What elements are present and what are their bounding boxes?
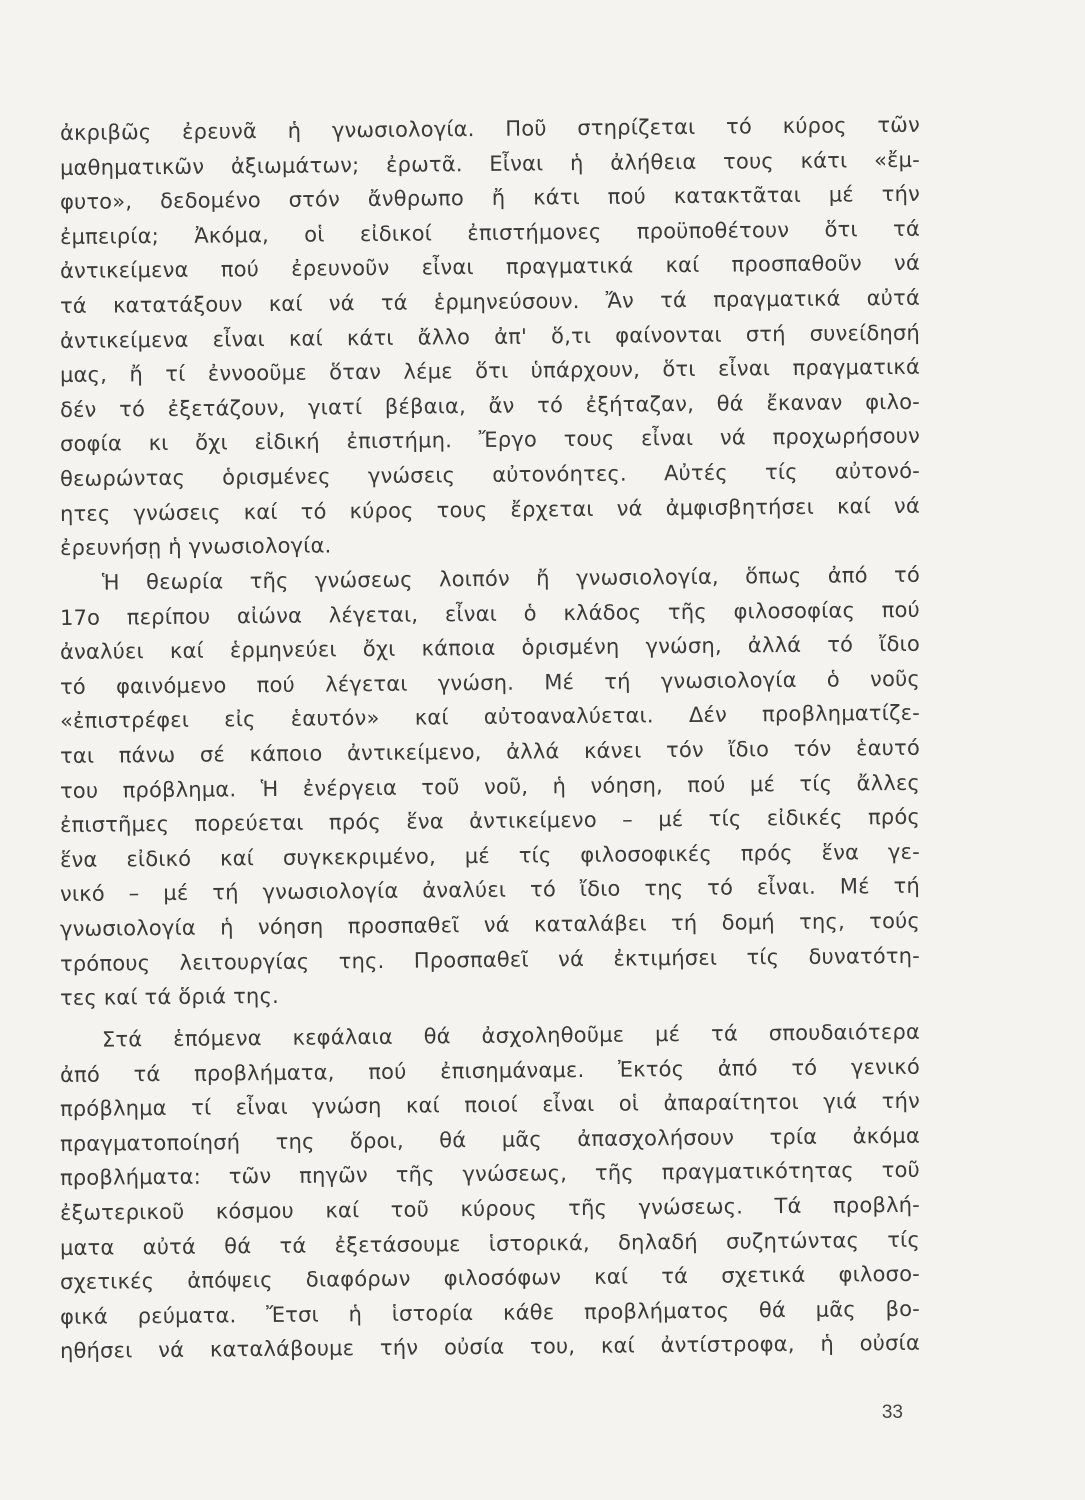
text-line: γνωσιολογία ἡ νόηση προσπαθεῖ νά καταλάβει τή δομή της, τούς — [59, 908, 921, 941]
text-line: φυτο», δεδομένο στόν ἄνθρωπο ἤ κάτι πού κατακτᾶται μέ τήν — [59, 181, 921, 215]
text-line: τρόπους λειτουργίας της. Προσπαθεῖ νά ἐκτιμήσει τίς δυνατότη- — [59, 943, 921, 976]
text-line: ἐμπειρία; Ἀκόμα, οἱ εἰδικοί ἐπιστήμονες προϋποθέτουν ὅτι τά — [59, 216, 921, 249]
text-line: ἀντικείμενα πού ἐρευνοῦν εἶναι πραγματικά καί προσπαθοῦν νά — [59, 251, 921, 284]
text-line: ἕνα εἰδικό καί συγκεκριμένο, μέ τίς φιλοσοφικές πρός ἕνα γε- — [59, 839, 921, 872]
text-line: φικά ρεύματα. Ἔτσι ἡ ἱστορία κάθε προβλήματος θά μᾶς βο- — [59, 1296, 921, 1329]
paragraph-2 — [59, 562, 921, 1016]
text-line: προβλήματα: τῶν πηγῶν τῆς γνώσεως, τῆς πραγματικότητας τοῦ — [59, 1158, 921, 1191]
text-line: ἀπό τά προβλήματα, πού ἐπισημάναμε. Ἐκτός ἀπό τό γενικό — [59, 1054, 921, 1087]
text-line: ἀντικείμενα εἶναι καί κάτι ἄλλο ἀπ' ὅ,τι φαίνονται στή συνείδησή — [59, 320, 921, 353]
text-line: θεωρώντας ὁρισμένες γνώσεις αὐτονόητες. Αὐτές τίς αὐτονό- — [59, 458, 921, 491]
text-line: τες καί τά ὅριά της. — [59, 984, 280, 1011]
text-line: «ἐπιστρέφει εἰς ἑαυτόν» καί αὐτοαναλύεται. Δέν προβληματίζε- — [59, 701, 921, 734]
text-line: σχετικές ἀπόψεις διαφόρων φιλοσόφων καί τά σχετικά φιλοσο- — [59, 1261, 921, 1295]
text-line: τό φαινόμενο πού λέγεται γνώση. Μέ τή γνωσιολογία ὁ νοῦς — [59, 666, 921, 699]
text-line: μαθηματικῶν ἀξιωμάτων; ἐρωτᾶ. Εἶναι ἡ ἀλήθεια τους κάτι «ἔμ- — [59, 147, 921, 180]
text-line: Στά ἑπόμενα κεφάλαια θά ἀσχοληθοῦμε μέ τά σπουδαιότερα — [101, 1019, 921, 1052]
text-line: τά κατατάξουν καί νά τά ἑρμηνεύσουν. Ἄν τά πραγματικά αὐτά — [59, 285, 921, 318]
text-line: ητες γνώσεις καί τό κύρος τους ἔρχεται νά ἀμφισβητήσει καί νά — [59, 493, 921, 526]
page-number: 33 — [881, 1402, 903, 1423]
text-line: ἐπιστῆμες πορεύεται πρός ἕνα ἀντικείμενο – μέ τίς εἰδικές πρός — [59, 804, 921, 838]
text-line: ἐξωτερικοῦ κόσμου καί τοῦ κύρους τῆς γνώσεως. Τά προβλή- — [59, 1192, 921, 1225]
text-line: πραγματοποίησή της ὅροι, θά μᾶς ἀπασχολήσουν τρία ἀκόμα — [59, 1123, 921, 1156]
text-line: ματα αὐτά θά τά ἐξετάσουμε ἱστορικά, δηλαδή συζητώντας τίς — [59, 1227, 921, 1260]
text-line: δέν τό ἐξετάζουν, γιατί βέβαια, ἄν τό ἐξήταζαν, θά ἔκαναν φιλο- — [59, 389, 921, 422]
text-line: μας, ἤ τί ἐννοοῦμε ὅταν λέμε ὅτι ὑπάρχουν, ὅτι εἶναι πραγματικά — [59, 354, 921, 388]
paragraph-1 — [59, 112, 921, 566]
text-line: πρόβλημα τί εἶναι γνώση καί ποιοί εἶναι οἱ ἀπαραίτητοι γιά τήν — [59, 1088, 921, 1122]
paragraph-3 — [59, 1019, 921, 1369]
text-line: ται πάνω σέ κάποιο ἀντικείμενο, ἀλλά κάνει τόν ἴδιο τόν ἑαυτό — [59, 735, 921, 768]
text-line: ἀκριβῶς ἐρευνᾶ ἡ γνωσιολογία. Ποῦ στηρίζεται τό κύρος τῶν — [59, 112, 921, 145]
text-line: ηθήσει νά καταλάβουμε τήν οὐσία του, καί ἀντίστροφα, ἡ οὐσία — [59, 1331, 921, 1364]
text-line: σοφία κι ὄχι εἰδική ἐπιστήμη. Ἔργο τους εἶναι νά προχωρήσουν — [59, 424, 921, 457]
text-line: ἐρευνήσῃ ἡ γνωσιολογία. — [59, 533, 332, 561]
text-line: νικό – μέ τή γνωσιολογία ἀναλύει τό ἴδιο της τό εἶναι. Μέ τή — [59, 874, 921, 907]
text-line: 17ο περίπου αἰώνα λέγεται, εἶναι ὁ κλάδος τῆς φιλοσοφίας πού — [59, 597, 921, 630]
text-line: του πρόβλημα. Ἡ ἐνέργεια τοῦ νοῦ, ἡ νόηση, πού μέ τίς ἄλλες — [59, 770, 921, 803]
text-line: Ἡ θεωρία τῆς γνώσεως λοιπόν ἤ γνωσιολογία, ὅπως ἀπό τό — [101, 562, 921, 595]
text-line: ἀναλύει καί ἑρμηνεύει ὄχι κάποια ὁρισμένη γνώση, ἀλλά τό ἴδιο — [59, 631, 921, 665]
